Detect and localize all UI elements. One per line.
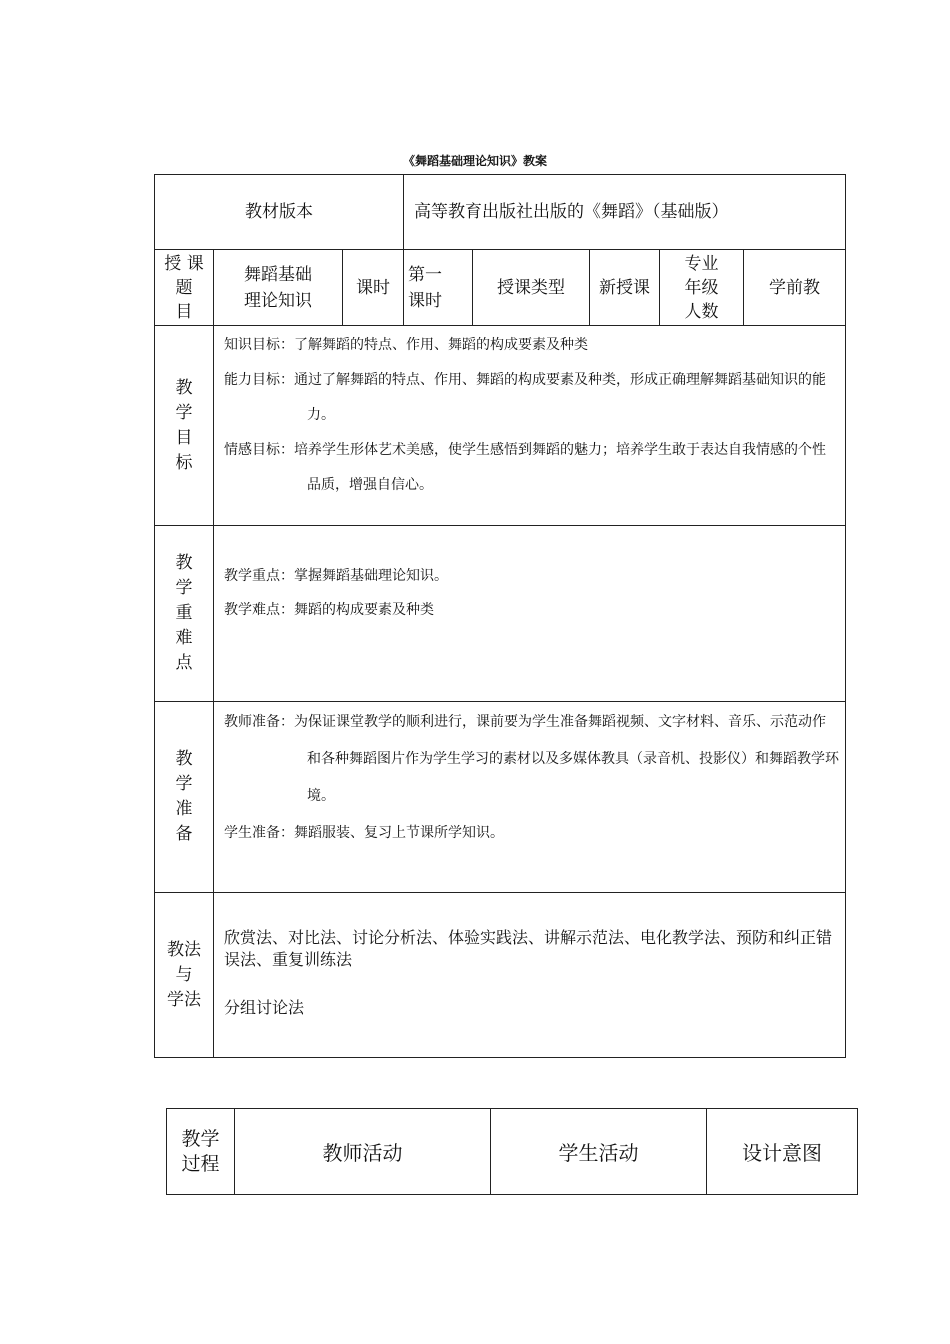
keypoints-cell	[214, 526, 846, 702]
hours-label: 课时	[343, 250, 404, 326]
lesson-plan-table	[154, 174, 846, 1058]
teaching-process-table	[166, 1108, 858, 1195]
preparation-cell	[214, 702, 846, 893]
methods-row	[155, 893, 846, 1058]
course-info-row	[155, 250, 846, 326]
textbook-value: 高等教育出版社出版的《舞蹈》（基础版）	[404, 175, 846, 250]
preparation-row	[155, 702, 846, 893]
keypoints-row	[155, 526, 846, 702]
learning-methods: 分组讨论法	[224, 998, 305, 1017]
textbook-row	[155, 175, 846, 250]
methods-cell	[214, 893, 846, 1058]
textbook-label: 教材版本	[155, 175, 404, 250]
teacher-preparation: 教师准备：为保证课堂教学的顺利进行，课前要为学生准备舞蹈视频、文字材料、音乐、示范动作和各种舞蹈图片作为学生学习的素材以及多媒体教具（录音机、投影仪）和舞蹈教学环境。	[224, 714, 839, 804]
lesson-type-value: 新授课	[590, 250, 660, 326]
hours-value: 第一 课时	[404, 250, 473, 326]
ability-objective: 能力目标：通过了解舞蹈的特点、作用、舞蹈的构成要素及种类，形成正确理解舞蹈基础知识的能力。	[224, 372, 826, 423]
methods-label: 教法 与 学法	[155, 893, 214, 1058]
objectives-cell	[214, 326, 846, 526]
objectives-row	[155, 326, 846, 526]
emotion-objective: 情感目标：培养学生形体艺术美感，使学生感悟到舞蹈的魅力；培养学生敢于表达自我情感的个性品质，增强自信心。	[224, 442, 826, 493]
major-value: 学前教	[744, 250, 846, 326]
knowledge-objective: 知识目标：了解舞蹈的特点、作用、舞蹈的构成要素及种类	[224, 337, 588, 353]
keypoints-label: 教 学 重 难 点	[155, 526, 214, 702]
document-title: 《舞蹈基础理论知识》教案	[402, 154, 547, 168]
topic-label: 授 课 题 目	[155, 250, 214, 326]
teacher-activity-header: 教师活动	[235, 1109, 491, 1195]
process-header-row	[167, 1109, 858, 1195]
teaching-methods: 欣赏法、对比法、讨论分析法、体验实践法、讲解示范法、电化教学法、预防和纠正错误法、重复训练法	[224, 928, 833, 969]
objectives-label: 教 学 目 标	[155, 326, 214, 526]
student-preparation: 学生准备：舞蹈服装、复习上节课所学知识。	[224, 825, 504, 841]
student-activity-header: 学生活动	[491, 1109, 707, 1195]
preparation-label: 教 学 准 备	[155, 702, 214, 893]
topic-value: 舞蹈基础 理论知识	[214, 250, 343, 326]
teaching-focus: 教学重点：掌握舞蹈基础理论知识。	[224, 568, 448, 584]
teaching-difficulty: 教学难点：舞蹈的构成要素及种类	[224, 602, 434, 618]
lesson-type-label: 授课类型	[473, 250, 590, 326]
process-label: 教学 过程	[167, 1109, 235, 1195]
major-label: 专业 年级 人数	[660, 250, 744, 326]
design-intent-header: 设计意图	[707, 1109, 858, 1195]
